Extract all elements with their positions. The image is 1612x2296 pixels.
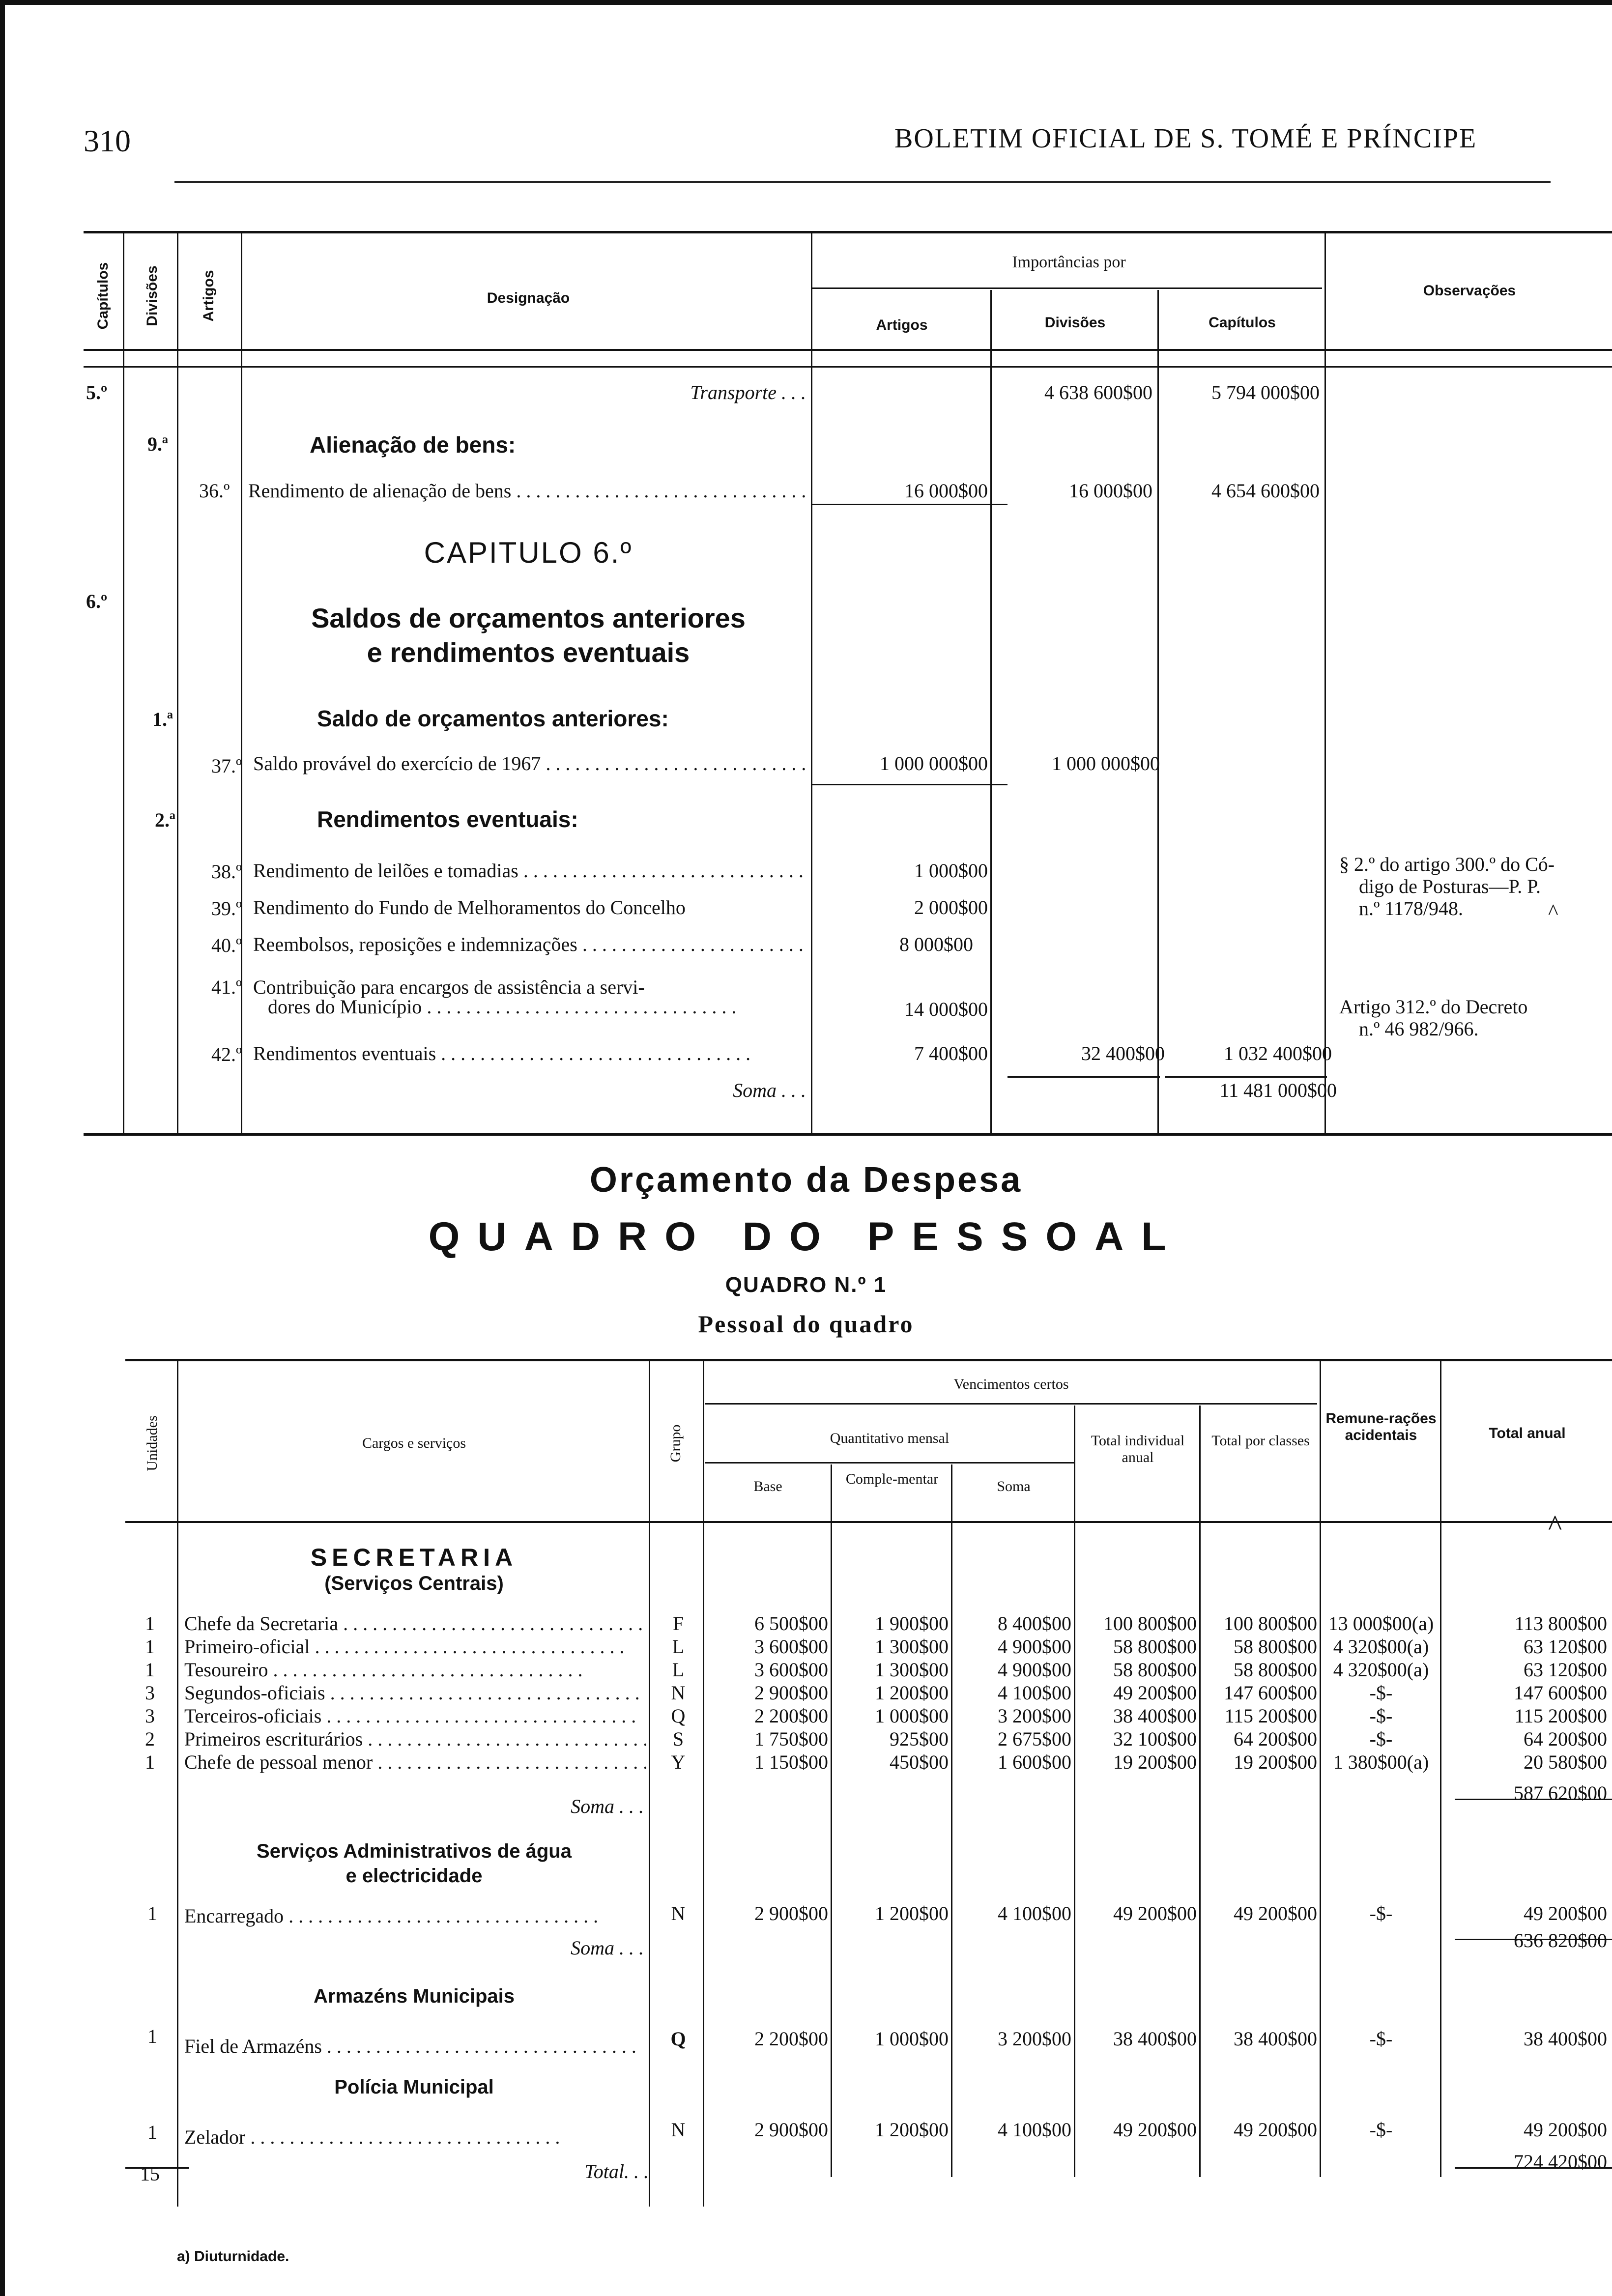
staff-row-rem: -$- bbox=[1369, 1728, 1393, 1750]
staff-row-cargo bbox=[184, 1612, 646, 1635]
art-39: 39.º bbox=[211, 897, 242, 919]
art40-text-label: Reembolsos, reposições e indemnizações bbox=[253, 933, 577, 955]
staff-row-grupo: F bbox=[672, 1612, 684, 1635]
art38-text bbox=[253, 859, 808, 882]
total-label: Total. . . bbox=[584, 2160, 649, 2182]
staff-row-ind: 19 200$00 bbox=[1113, 1751, 1197, 1773]
transporte-capitulos: 5 794 000$00 bbox=[1211, 381, 1320, 403]
agua-un: 1 bbox=[147, 1902, 157, 1924]
handwritten-mark-1: ^ bbox=[1548, 900, 1558, 924]
staff-row-soma: 8 400$00 bbox=[998, 1612, 1071, 1635]
cap-5: 5.º bbox=[86, 381, 108, 403]
staff-row-rem: -$- bbox=[1369, 1705, 1393, 1727]
staff-row-rem: 1 380$00(a) bbox=[1333, 1751, 1429, 1773]
agua-title2: e electricidade bbox=[345, 1865, 483, 1887]
staff-row-grupo: L bbox=[672, 1636, 685, 1658]
art41-text-line2 bbox=[268, 995, 808, 1018]
art-42: 42.º bbox=[211, 1043, 242, 1065]
art37-text bbox=[253, 752, 808, 775]
staff-row-cls: 115 200$00 bbox=[1224, 1705, 1317, 1727]
receita-bottom-rule bbox=[84, 1133, 1612, 1136]
art40-text bbox=[253, 933, 808, 956]
staff-row-base: 2 900$00 bbox=[754, 1682, 828, 1704]
header-unidades: Unidades bbox=[144, 1415, 160, 1471]
staff-row-anual: 20 580$00 bbox=[1524, 1751, 1607, 1773]
header-total-classes: Total por classes bbox=[1211, 1433, 1310, 1449]
header-artigos: Artigos bbox=[201, 270, 217, 322]
header-observacoes: Observações bbox=[1423, 283, 1516, 299]
cap-6: 6.º bbox=[86, 590, 108, 612]
obs1-line2: digo de Posturas—P. P. bbox=[1359, 875, 1541, 897]
policia-un: 1 bbox=[147, 2121, 157, 2143]
art42-artigos: 7 400$00 bbox=[914, 1042, 988, 1064]
receita-soma-value: 11 481 000$00 bbox=[1219, 1079, 1337, 1101]
armazens-cargo bbox=[184, 2035, 646, 2058]
staff-row-comp: 1 200$00 bbox=[875, 1682, 949, 1704]
staff-row-cargo-label: Primeiros escriturários bbox=[184, 1728, 363, 1750]
handwritten-mark-2: ^ bbox=[1548, 1509, 1562, 1542]
art36-text-label: Rendimento de alienação de bens bbox=[248, 480, 512, 502]
staff-row-un: 1 bbox=[145, 1636, 155, 1658]
staff-row-anual: 147 600$00 bbox=[1514, 1682, 1607, 1704]
armazens-rem: -$- bbox=[1369, 2028, 1393, 2050]
header-col-artigos: Artigos bbox=[876, 317, 928, 333]
staff-row-grupo: Y bbox=[671, 1751, 686, 1773]
armazens-grupo: Q bbox=[670, 2028, 686, 2050]
rule-art37-artigos bbox=[811, 784, 1008, 785]
soma1-value: 587 620$00 bbox=[1514, 1782, 1607, 1804]
quadro-pessoal-title: QUADRO DO PESSOAL bbox=[428, 1214, 1184, 1259]
staff-row-cargo bbox=[184, 1727, 646, 1751]
agua-cargo-label: Encarregado bbox=[184, 1905, 284, 1927]
art36-text bbox=[248, 479, 808, 502]
art40-artigos: 8 000$00 bbox=[899, 933, 973, 955]
armazens-comp: 1 000$00 bbox=[875, 2028, 949, 2050]
div-2: 2.ª bbox=[155, 809, 175, 831]
staff-row-rem: 4 320$00(a) bbox=[1333, 1659, 1429, 1681]
staff-row-un: 3 bbox=[145, 1682, 155, 1704]
staff-row-comp: 1 300$00 bbox=[875, 1636, 949, 1658]
soma1-label: Soma . . . bbox=[571, 1795, 644, 1817]
header-quantitativo: Quantitativo mensal bbox=[830, 1430, 950, 1446]
header-importancias: Importâncias por bbox=[1012, 253, 1126, 271]
vline-divisoes bbox=[1157, 290, 1159, 1133]
staff-row-ind: 58 800$00 bbox=[1113, 1659, 1197, 1681]
art37-text-label: Saldo provável do exercício de 1967 bbox=[253, 752, 541, 775]
policia-ind: 49 200$00 bbox=[1113, 2119, 1197, 2141]
art37-divisoes: 1 000 000$00 bbox=[1052, 752, 1160, 775]
art42-capitulos: 1 032 400$00 bbox=[1224, 1042, 1332, 1064]
total-value: 724 420$00 bbox=[1514, 2151, 1607, 2173]
header-complementar: Comple-mentar bbox=[845, 1471, 939, 1487]
policia-cls: 49 200$00 bbox=[1234, 2119, 1317, 2141]
agua-cargo bbox=[184, 1904, 646, 1927]
header-soma: Soma bbox=[997, 1478, 1031, 1494]
art38-artigos: 1 000$00 bbox=[914, 860, 988, 882]
staff-row-ind: 49 200$00 bbox=[1113, 1682, 1197, 1704]
vencimentos-rule bbox=[705, 1403, 1317, 1405]
staff-row-un: 1 bbox=[145, 1751, 155, 1773]
vline-rem bbox=[1440, 1361, 1441, 2177]
staff-row-anual: 64 200$00 bbox=[1524, 1728, 1607, 1750]
staff-row-anual: 63 120$00 bbox=[1524, 1636, 1607, 1658]
staff-row-cargo-label: Chefe de pessoal menor bbox=[184, 1751, 373, 1773]
art42-divisoes: 32 400$00 bbox=[1081, 1042, 1165, 1064]
header-total-anual: Total anual bbox=[1489, 1425, 1566, 1441]
art41-text-line1: Contribuição para encargos de assistência a servi- bbox=[253, 976, 645, 998]
staff-row-base: 3 600$00 bbox=[754, 1636, 828, 1658]
staff-row-comp: 450$00 bbox=[890, 1751, 949, 1773]
staff-row-un: 3 bbox=[145, 1705, 155, 1727]
armazens-ind: 38 400$00 bbox=[1113, 2028, 1197, 2050]
rule-art36-artigos bbox=[811, 504, 1008, 505]
obs1-line1: § 2.º do artigo 300.º do Có- bbox=[1339, 853, 1555, 875]
staff-row-cls: 58 800$00 bbox=[1234, 1636, 1317, 1658]
staff-row-cls: 58 800$00 bbox=[1234, 1659, 1317, 1681]
staff-row-grupo: S bbox=[672, 1728, 684, 1750]
armazens-title: Armazéns Municipais bbox=[313, 1985, 515, 2007]
art41-text2-label: dores do Município bbox=[268, 996, 422, 1018]
staff-row-soma: 4 900$00 bbox=[998, 1636, 1071, 1658]
vline-comp bbox=[951, 1464, 952, 2177]
agua-cls: 49 200$00 bbox=[1234, 1902, 1317, 1924]
art41-artigos: 14 000$00 bbox=[904, 998, 988, 1020]
art39-artigos: 2 000$00 bbox=[914, 896, 988, 918]
armazens-un: 1 bbox=[147, 2025, 157, 2047]
page-border-left bbox=[0, 0, 5, 2296]
div9-title: Alienação de bens: bbox=[310, 432, 516, 458]
staff-row-soma: 2 675$00 bbox=[998, 1728, 1071, 1750]
staff-row-base: 2 200$00 bbox=[754, 1705, 828, 1727]
vline-capitulos bbox=[1324, 231, 1326, 1133]
art-38: 38.º bbox=[211, 861, 242, 883]
total-units: 15 bbox=[140, 2163, 160, 2185]
art38-text-label: Rendimento de leilões e tomadias bbox=[253, 860, 518, 882]
staff-row-cls: 64 200$00 bbox=[1234, 1728, 1317, 1750]
div-1: 1.ª bbox=[152, 708, 173, 730]
staff-row-cargo bbox=[184, 1658, 646, 1681]
art-41: 41.º bbox=[211, 976, 242, 998]
staff-row-cls: 147 600$00 bbox=[1224, 1682, 1317, 1704]
quantitativo-rule bbox=[705, 1462, 1074, 1464]
staff-row-ind: 32 100$00 bbox=[1113, 1728, 1197, 1750]
header-base: Base bbox=[753, 1478, 782, 1494]
importancias-rule bbox=[811, 287, 1322, 289]
vline-div bbox=[177, 231, 178, 1133]
running-head: BOLETIM OFICIAL DE S. TOMÉ E PRÍNCIPE bbox=[894, 123, 1477, 154]
policia-title: Polícia Municipal bbox=[334, 2076, 494, 2098]
staff-row-un: 1 bbox=[145, 1659, 155, 1681]
staff-row-cargo bbox=[184, 1635, 646, 1658]
receita-top-rule bbox=[84, 231, 1612, 233]
soma2-value: 636 820$00 bbox=[1514, 1929, 1607, 1952]
staff-row-ind: 100 800$00 bbox=[1103, 1612, 1197, 1635]
armazens-base: 2 200$00 bbox=[754, 2028, 828, 2050]
div2-title: Rendimentos eventuais: bbox=[317, 806, 578, 832]
policia-cargo bbox=[184, 2125, 646, 2149]
header-divisoes: Divisões bbox=[144, 265, 160, 326]
vline-designacao bbox=[811, 231, 812, 1133]
staff-row-cargo bbox=[184, 1681, 646, 1704]
vline-unidades bbox=[177, 1361, 178, 2207]
receita-header-bottom-rule bbox=[84, 349, 1612, 351]
staff-row-anual: 115 200$00 bbox=[1514, 1705, 1607, 1727]
art42-text bbox=[253, 1042, 808, 1065]
policia-rem: -$- bbox=[1369, 2119, 1393, 2141]
agua-rem: -$- bbox=[1369, 1902, 1393, 1924]
staff-row-un: 2 bbox=[145, 1728, 155, 1750]
receita-soma-label: Soma . . . bbox=[733, 1079, 806, 1101]
staff-row-comp: 1 300$00 bbox=[875, 1659, 949, 1681]
footnote: a) Diuturnidade. bbox=[177, 2248, 289, 2265]
cap6-title-line1: Saldos de orçamentos anteriores bbox=[311, 603, 746, 633]
header-col-capitulos: Capítulos bbox=[1209, 315, 1276, 331]
header-designacao: Designação bbox=[487, 290, 570, 306]
staff-row-cargo-label: Terceiros-oficiais bbox=[184, 1705, 322, 1727]
staff-row-comp: 925$00 bbox=[890, 1728, 949, 1750]
agua-base: 2 900$00 bbox=[754, 1902, 828, 1924]
vline-ind bbox=[1199, 1406, 1201, 2177]
div-9: 9.ª bbox=[147, 433, 168, 455]
staff-row-cargo bbox=[184, 1704, 646, 1727]
div1-title: Saldo de orçamentos anteriores: bbox=[317, 706, 669, 731]
staff-row-soma: 3 200$00 bbox=[998, 1705, 1071, 1727]
staff-row-anual: 63 120$00 bbox=[1524, 1659, 1607, 1681]
despesa-top-rule bbox=[125, 1359, 1612, 1361]
staff-row-cargo bbox=[184, 1751, 646, 1774]
art36-capitulos: 4 654 600$00 bbox=[1211, 480, 1320, 502]
art36-artigos: 16 000$00 bbox=[904, 480, 988, 502]
staff-row-anual: 113 800$00 bbox=[1514, 1612, 1607, 1635]
staff-row-ind: 58 800$00 bbox=[1113, 1636, 1197, 1658]
armazens-anual: 38 400$00 bbox=[1524, 2028, 1607, 2050]
staff-row-cargo-label: Tesoureiro bbox=[184, 1659, 268, 1681]
staff-row-grupo: L bbox=[672, 1659, 685, 1681]
agua-soma: 4 100$00 bbox=[998, 1902, 1071, 1924]
staff-row-rem: 4 320$00(a) bbox=[1333, 1636, 1429, 1658]
secretaria-sub: (Serviços Centrais) bbox=[324, 1573, 504, 1594]
agua-title1: Serviços Administrativos de água bbox=[257, 1840, 572, 1862]
policia-base: 2 900$00 bbox=[754, 2119, 828, 2141]
vline-cap bbox=[123, 231, 124, 1133]
staff-row-soma: 1 600$00 bbox=[998, 1751, 1071, 1773]
agua-anual: 49 200$00 bbox=[1524, 1902, 1607, 1924]
vline-grupo bbox=[703, 1361, 704, 2207]
policia-grupo: N bbox=[671, 2119, 686, 2141]
header-col-divisoes: Divisões bbox=[1044, 315, 1106, 331]
obs2-line1: Artigo 312.º do Decreto bbox=[1339, 996, 1528, 1018]
staff-row-cls: 19 200$00 bbox=[1234, 1751, 1317, 1773]
staff-row-base: 1 750$00 bbox=[754, 1728, 828, 1750]
rule-soma-top bbox=[1008, 1076, 1160, 1078]
staff-row-soma: 4 100$00 bbox=[998, 1682, 1071, 1704]
armazens-soma: 3 200$00 bbox=[998, 2028, 1071, 2050]
header-rule bbox=[174, 181, 1551, 183]
staff-row-base: 1 150$00 bbox=[754, 1751, 828, 1773]
staff-row-soma: 4 900$00 bbox=[998, 1659, 1071, 1681]
soma2-label: Soma . . . bbox=[571, 1937, 644, 1959]
staff-row-base: 3 600$00 bbox=[754, 1659, 828, 1681]
transporte-divisoes: 4 638 600$00 bbox=[1044, 381, 1152, 403]
header-vencimentos: Vencimentos certos bbox=[953, 1376, 1069, 1392]
staff-row-rem: -$- bbox=[1369, 1682, 1393, 1704]
despesa-header-bottom-rule bbox=[125, 1521, 1612, 1523]
policia-anual: 49 200$00 bbox=[1524, 2119, 1607, 2141]
policia-cargo-label: Zelador bbox=[184, 2126, 246, 2148]
staff-row-comp: 1 900$00 bbox=[875, 1612, 949, 1635]
staff-row-cargo-label: Segundos-oficiais bbox=[184, 1682, 325, 1704]
vline-artigos bbox=[990, 290, 992, 1133]
armazens-cls: 38 400$00 bbox=[1234, 2028, 1317, 2050]
agua-grupo: N bbox=[671, 1902, 686, 1924]
staff-row-base: 6 500$00 bbox=[754, 1612, 828, 1635]
transporte-label: Transporte . . . bbox=[690, 381, 806, 403]
header-grupo: Grupo bbox=[667, 1424, 684, 1463]
staff-row-comp: 1 000$00 bbox=[875, 1705, 949, 1727]
cap6-title-line2: e rendimentos eventuais bbox=[367, 637, 690, 668]
pessoal-quadro-title: Pessoal do quadro bbox=[698, 1310, 914, 1338]
art36-divisoes: 16 000$00 bbox=[1069, 480, 1152, 502]
despesa-title: Orçamento da Despesa bbox=[589, 1160, 1023, 1200]
agua-ind: 49 200$00 bbox=[1113, 1902, 1197, 1924]
page-border-top bbox=[0, 0, 1612, 5]
cap6-heading: CAPITULO 6.º bbox=[424, 536, 633, 569]
staff-row-cargo-label: Chefe da Secretaria bbox=[184, 1612, 339, 1635]
quadro-number: QUADRO N.º 1 bbox=[725, 1273, 887, 1297]
vline-cargos bbox=[649, 1361, 650, 2207]
rule-soma-top-b bbox=[1165, 1076, 1327, 1078]
agua-comp: 1 200$00 bbox=[875, 1902, 949, 1924]
armazens-cargo-label: Fiel de Armazéns bbox=[184, 2035, 322, 2057]
art-40: 40.º bbox=[211, 934, 242, 956]
art42-text-label: Rendimentos eventuais bbox=[253, 1042, 436, 1064]
staff-row-grupo: Q bbox=[671, 1705, 686, 1727]
art-37: 37.º bbox=[211, 755, 242, 777]
vline-cls bbox=[1320, 1361, 1321, 2177]
staff-row-grupo: N bbox=[671, 1682, 686, 1704]
receita-body-top-rule bbox=[84, 366, 1612, 368]
obs2-line2: n.º 46 982/966. bbox=[1359, 1018, 1479, 1040]
vline-base bbox=[831, 1464, 832, 2177]
art37-artigos: 1 000 000$00 bbox=[880, 752, 988, 775]
policia-soma: 4 100$00 bbox=[998, 2119, 1071, 2141]
page-number: 310 bbox=[84, 123, 131, 158]
secretaria-title: SECRETARIA bbox=[310, 1544, 518, 1571]
staff-row-ind: 38 400$00 bbox=[1113, 1705, 1197, 1727]
art-36: 36.º bbox=[199, 480, 230, 502]
vline-soma bbox=[1074, 1406, 1075, 2177]
art39-text: Rendimento do Fundo de Melhoramentos do Concelho bbox=[253, 896, 686, 918]
staff-row-cargo-label: Primeiro-oficial bbox=[184, 1636, 310, 1658]
staff-row-rem: 13 000$00(a) bbox=[1328, 1612, 1434, 1635]
header-cargos: Cargos e serviços bbox=[362, 1435, 466, 1451]
obs1-line3: n.º 1178/948. bbox=[1359, 897, 1464, 919]
header-remuneracoes: Remune-rações acidentais bbox=[1325, 1410, 1437, 1443]
policia-comp: 1 200$00 bbox=[875, 2119, 949, 2141]
header-total-individual: Total individual anual bbox=[1091, 1433, 1185, 1465]
header-capitulos: Capítulos bbox=[95, 262, 111, 330]
staff-row-un: 1 bbox=[145, 1612, 155, 1635]
staff-row-cls: 100 800$00 bbox=[1224, 1612, 1317, 1635]
